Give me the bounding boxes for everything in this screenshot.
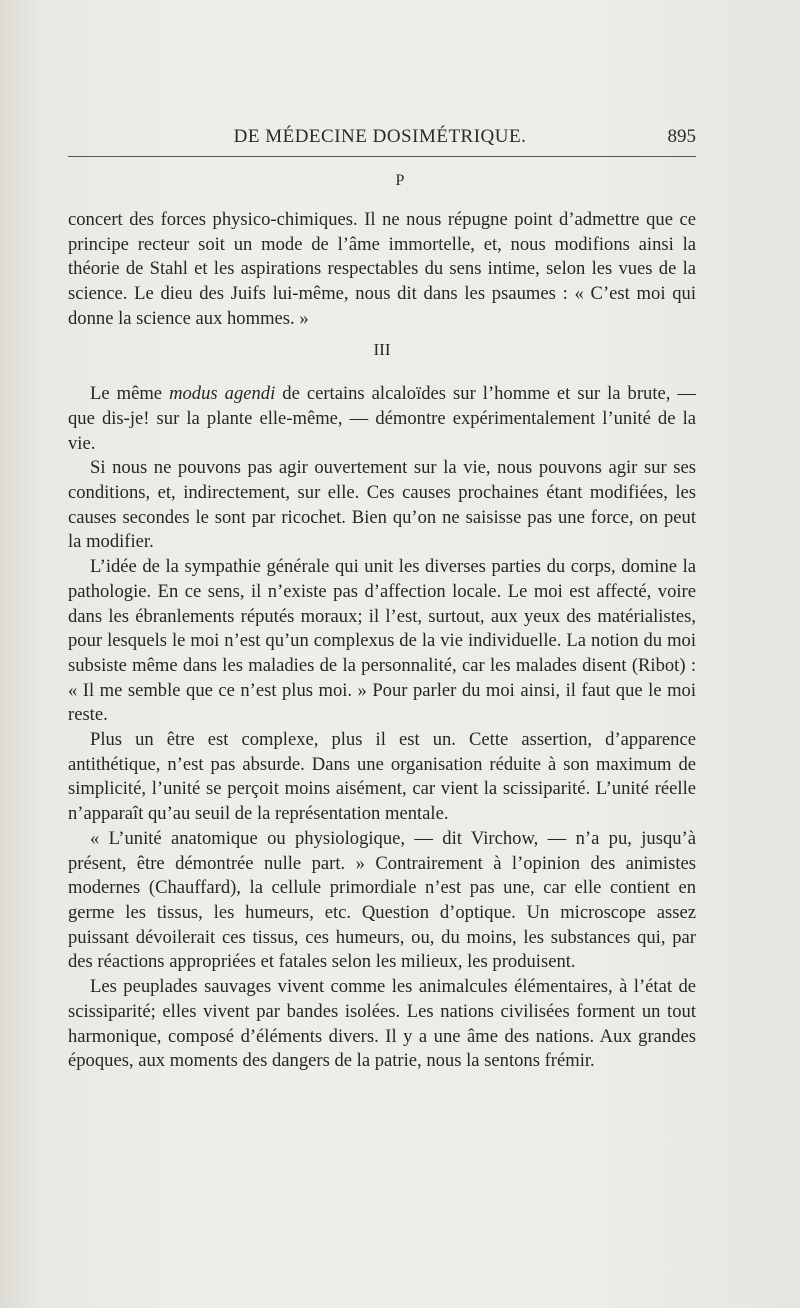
page-number: 895 — [667, 126, 696, 147]
running-title: DE MÉDECINE DOSIMÉTRIQUE. — [233, 126, 527, 147]
paragraph-2 — [68, 382, 696, 456]
paragraph-7: Les peuplades sauvages vivent comme les animalcules élémentaires, à l’état de scissiparité; elles vivent par bandes isolées. Les nations civilisées forment un tout harmonique, composé d’éléments divers. Il y a une âme des nations. Aux grandes époques, aux moments des dangers de la patrie, nous la sentons frémir. — [68, 976, 696, 1072]
paragraph-1: concert des forces physico-chimiques. Il ne nous répugne point d’admettre que ce principe recteur soit un mode de l’âme immortelle, et, nous modifions ainsi la théorie de Stahl et les aspirations respectables du sens intime, selon les vues de la science. Le dieu des Juifs lui-même, nous dit dans les psaumes : « C’est moi qui donne la science aux hommes. » — [68, 209, 696, 329]
paragraph-4: L’idée de la sympathie générale qui unit les diverses parties du corps, domine la pathologie. En ce sens, il n’existe pas d’affection locale. Le moi est affecté, voire dans les ébranlements réputés moraux; il l’est, surtout, aux yeux des matérialistes, pour lesquels le moi n’est qu’un complexus de la vie individuelle. La notion du moi subsiste même dans les maladies de la personnalité, car les malades disent (Ribot) : « Il me semble que ce n’est plus moi. » Pour parler du moi ainsi, il faut que le moi reste. — [68, 556, 696, 726]
signature-mark: P — [395, 172, 405, 189]
paragraph-6: « L’unité anatomique ou physiologique, — dit Virchow, — n’a pu, jusqu’à présent, être démontrée nulle part. » Contrairement à l’opinion des animistes modernes (Chauffard), la cellule primordiale n’est pas une, car elle contient en germe les tissus, les humeurs, etc. Question d’optique. Un microscope assez puissant dévoilerait ces tissus, ces humeurs, ou, du moins, les substances qui, par des réactions appropriées et fatales selon les milieux, les produisent. — [68, 827, 696, 973]
paragraph-2-start: Le même — [90, 383, 170, 405]
section-number: III — [373, 339, 391, 359]
body-text — [68, 208, 696, 1074]
running-head — [60, 126, 700, 156]
paragraph-3: Si nous ne pouvons pas agir ouvertement sur la vie, nous pouvons agir sur ses conditions, et, indirectement, sur elle. Ces causes prochaines étant modifiées, les causes secondes le sont par ricochet. Bien qu’on ne saisisse pas une force, on peut la modifier. — [68, 457, 696, 553]
paragraph-2-end: de certains alcaloïdes sur l’homme et sur la brute, — que dis-je! sur la plante elle-même, — démontre expérimentalement l’unité de la vie. — [68, 383, 696, 454]
paragraph-5: Plus un être est complexe, plus il est un. Cette assertion, d’apparence antithétique, n’est pas absurde. Dans une organisation réduite à son maximum de simplicité, l’unité se perçoit moins aisément, car vient la scissiparité. L’unité réelle n’apparaît qu’au seuil de la représentation mentale. — [68, 729, 696, 825]
header-rule — [68, 156, 696, 157]
paragraph-2-italic: modus agendi — [169, 383, 276, 405]
